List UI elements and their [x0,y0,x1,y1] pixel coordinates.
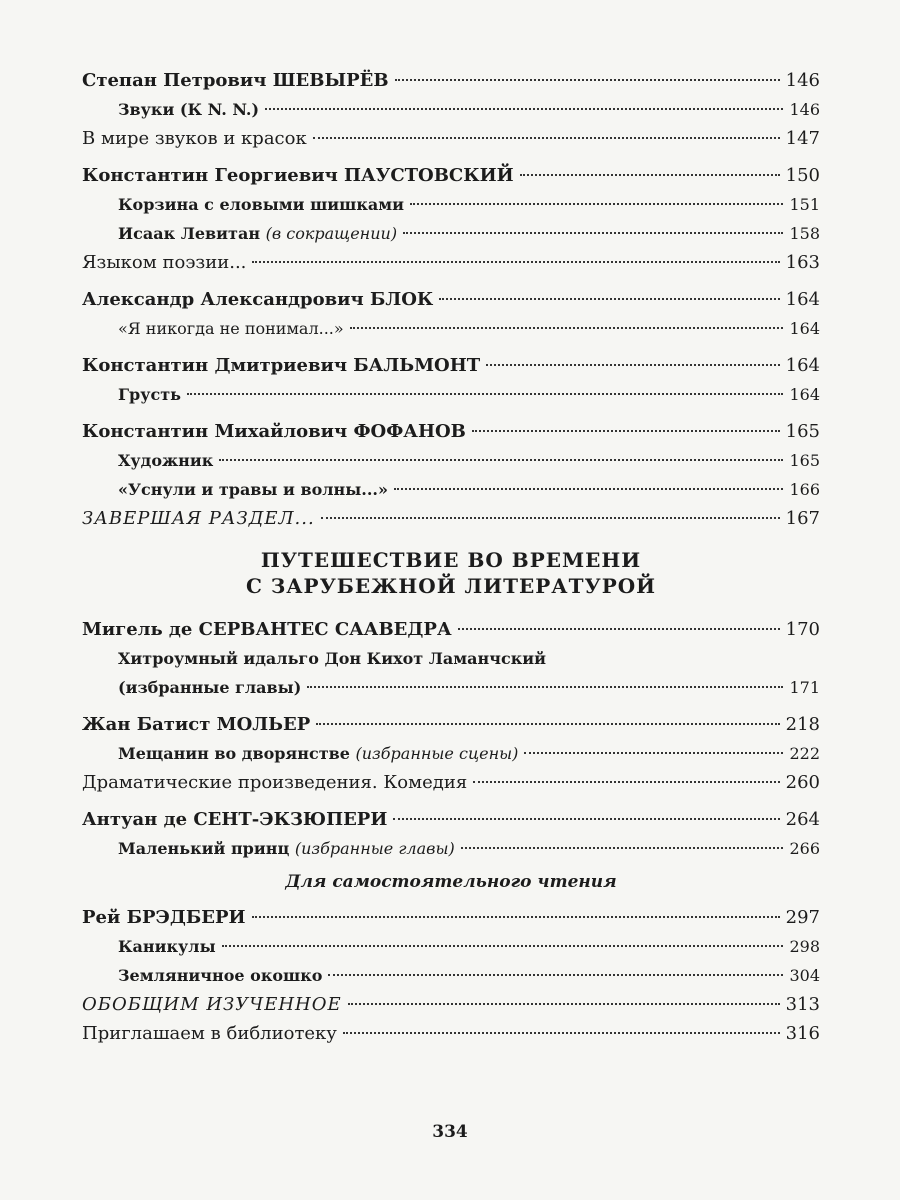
work-note: (в сокращении) [265,224,398,243]
work-title: Звуки (К N. N.) [118,100,260,119]
toc-entry-work[interactable] [82,834,820,863]
dot-leader [461,847,784,849]
toc-entry-section[interactable] [82,990,820,1019]
page-number: 260 [785,772,820,793]
toc-entry-work[interactable] [82,932,820,961]
page-number: 165 [785,421,820,442]
dot-leader [350,327,784,329]
work-title [118,739,518,768]
dot-leader [458,628,780,630]
work-title: Каникулы [118,937,216,956]
section-title: Драматические произведения. Комедия [82,772,468,793]
author-name: Александр Александрович БЛОК [82,289,434,310]
page-number: 147 [785,128,820,149]
dot-leader [265,108,783,110]
dot-leader [524,752,783,754]
dot-leader [403,232,783,234]
dot-leader [473,781,779,783]
dot-leader [321,517,780,519]
page-number: 146 [789,100,820,119]
toc-entry-author[interactable] [82,285,820,314]
author-name: Антуан де СЕНТ-ЭКЗЮПЕРИ [82,809,388,830]
toc-entry-work[interactable] [82,219,820,248]
page-number: 313 [785,994,820,1015]
toc-entry-section[interactable] [82,504,820,533]
work-note: (избранные главы) [118,678,302,697]
work-note: (избранные сцены) [355,744,519,763]
toc-entry-work[interactable] [82,380,820,409]
page-number: 163 [785,252,820,273]
dot-leader [316,723,779,725]
work-note: (избранные главы) [294,839,455,858]
work-title-text: Исаак Левитан [118,224,261,243]
toc-entry-work[interactable] [82,314,820,343]
toc-entry-work[interactable] [82,95,820,124]
page-number: 158 [789,224,820,243]
page-number: 171 [789,678,820,697]
toc-entry-section[interactable] [82,248,820,277]
page-number: 150 [785,165,820,186]
page-number: 298 [789,937,820,956]
dot-leader [252,261,779,263]
author-name: Степан Петрович ШЕВЫРЁВ [82,70,389,91]
dot-leader [486,364,780,366]
dot-leader [222,945,784,947]
dot-leader [307,686,783,688]
dot-leader [252,916,780,918]
page-number: 170 [785,619,820,640]
toc-entry-section[interactable] [82,768,820,797]
subheading-self-reading: Для самостоятельного чтения [285,872,617,892]
author-name: Константин Георгиевич ПАУСТОВСКИЙ [82,165,514,186]
dot-leader [394,488,783,490]
section-title: ОБОБЩИМ ИЗУЧЕННОЕ [82,994,342,1015]
page-number: 166 [789,480,820,499]
dot-leader [348,1003,780,1005]
dot-leader [328,974,783,976]
page-number: 297 [785,907,820,928]
page-number: 316 [785,1023,820,1044]
page-number: 167 [785,508,820,529]
page-number: 222 [789,744,820,763]
work-title: Корзина с еловыми шишками [118,195,405,214]
page-number: 151 [789,195,820,214]
dot-leader [343,1032,780,1034]
work-title [118,834,455,863]
dot-leader [393,818,779,820]
page-number: 164 [789,319,820,338]
page-number: 164 [789,385,820,404]
page-number: 218 [785,714,820,735]
toc-entry-work[interactable] [82,446,820,475]
toc-entry-work[interactable] [82,475,820,504]
author-name: Жан Батист МОЛЬЕР [82,714,311,735]
toc-entry-author[interactable] [82,66,820,95]
work-title-text: Маленький принц [118,839,290,858]
toc-entry-section[interactable] [82,124,820,153]
toc-entry-author[interactable] [82,161,820,190]
toc-entry-author[interactable] [82,417,820,446]
work-title: Земляничное окошко [118,966,323,985]
page-number: 304 [789,966,820,985]
author-name: Рей БРЭДБЕРИ [82,907,246,928]
dot-leader [439,298,779,300]
toc-entry-author[interactable] [82,710,820,739]
toc-entry-work[interactable] [82,190,820,219]
page-number: 146 [785,70,820,91]
toc-entry-author[interactable] [82,805,820,834]
page-number: 164 [785,289,820,310]
toc-entry-work[interactable] [82,739,820,768]
toc-entry-work[interactable] [82,961,820,990]
work-title: Хитроумный идальго Дон Кихот Ламанчский [118,649,546,668]
dot-leader [187,393,783,395]
section-title: В мире звуков и красок [82,128,307,149]
page-footer-number: 334 [432,1122,468,1142]
dot-leader [410,203,783,205]
work-title: «Я никогда не понимал...» [118,319,344,338]
toc-entry-author[interactable] [82,615,820,644]
author-name: Константин Дмитриевич БАЛЬМОНТ [82,355,481,376]
section-title: Приглашаем в библиотеку [82,1023,337,1044]
work-title: Художник [118,451,214,470]
dot-leader [520,174,780,176]
page-number: 266 [789,839,820,858]
work-title-text: Мещанин во дворянстве [118,744,350,763]
section-title: ЗАВЕРШАЯ РАЗДЕЛ... [82,508,315,529]
page-number: 165 [789,451,820,470]
dot-leader [395,79,780,81]
work-title [118,219,397,248]
section-title: Языком поэзии... [82,252,247,273]
author-name: Мигель де СЕРВАНТЕС СААВЕДРА [82,619,452,640]
toc-entry-section[interactable] [82,1019,820,1048]
toc-entry-author[interactable] [82,903,820,932]
author-name: Константин Михайлович ФОФАНОВ [82,421,466,442]
toc-entry-work[interactable] [82,644,820,702]
dot-leader [472,430,780,432]
page-number: 164 [785,355,820,376]
section-heading-line1: ПУТЕШЕСТВИЕ ВО ВРЕМЕНИ [260,548,642,572]
work-title: «Уснули и травы и волны...» [118,480,388,499]
toc-entry-author[interactable] [82,351,820,380]
work-title: Грусть [118,385,181,404]
table-of-contents [82,66,820,1048]
dot-leader [313,137,780,139]
section-heading [82,547,820,599]
dot-leader [219,459,783,461]
work-title-continued [82,673,820,702]
page-number: 264 [785,809,820,830]
section-heading-line2: С ЗАРУБЕЖНОЙ ЛИТЕРАТУРОЙ [245,574,657,598]
